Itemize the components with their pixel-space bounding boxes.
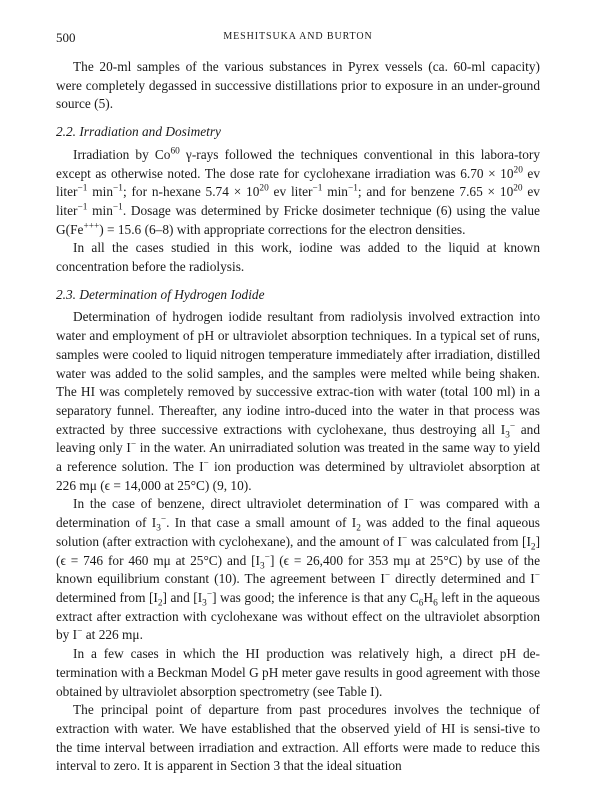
section-number: 2.2. bbox=[56, 124, 77, 140]
section-heading-2-2 bbox=[56, 123, 540, 142]
irradiation-paragraph: Irradiation by Co$^{60}$ γ-rays followed the techniques conventional in this labora-tory except as otherwise noted. The dose rate for cyclohexane irradiation was $6.70 \times 10^{20}$ ev liter$^{-1}$ $\min^{-1}$; for n-hexane $5.74 \times 10^{20}$ ev liter$^{-1}$ $\min^{-1}$; and for benzene $7.65 \times 10^{20}$ ev liter$^{-1}$ $\min^{-1}$. Dosage was determined by Fricke dosimeter technique (6) using the value G(Fe+++) = 15.6 (6–8) with appropriate corrections for the electron densities. bbox=[56, 146, 541, 237]
article-body bbox=[56, 58, 540, 776]
running-head: MESHITSUKA AND BURTON bbox=[223, 31, 373, 42]
intro-paragraph: The 20-ml samples of the various substances in Pyrex vessels (ca. 60-ml capacity) were completely degassed in successive distillations prior to exposure in an under-ground source (5). bbox=[56, 59, 540, 112]
determination-paragraph: Determination of hydrogen iodide resultant from radiolysis involved extraction into water and employment of pH or ultraviolet absorption techniques. In a typical set of runs, samples were cooled to liquid nitrogen temperature immediately after irradiation, distilled water was added to the solid samples, and the samples were melted while being shaken. The HI was completely removed by successive extrac-tion with water (total 100 ml) in a separatory funnel. Thereafter, any iodine intro-duced into the water in that process was extracted by three successive extractions with cyclohexane, thus destroying all $I_3^-$ and leaving only I− in the water. An unirradiated solution was treated in the same way to yield a reference solution. The I− ion production was determined by ultraviolet absorption at 226 mμ (ϵ = 14,000 at 25°C) (9, 10). bbox=[56, 309, 540, 493]
section-title: Irradiation and Dosimetry bbox=[79, 124, 221, 140]
page-number: 500 bbox=[56, 30, 76, 45]
section-number: 2.3. bbox=[56, 286, 77, 302]
page-header bbox=[56, 30, 540, 48]
extraction-paragraph: The principal point of departure from past procedures involves the technique of extraction with water. We have established that the observed yield of HI is sensi-tive to the time interval between irradiation and extraction. All efforts were made to reduce this interval to zero. It is apparent in Section 3 that the ideal situation bbox=[56, 702, 540, 774]
benzene-paragraph: In the case of benzene, direct ultraviolet determination of I− was compared with a determination of $I_3^-$. In that case a small amount of $I_2$ was added to the final aqueous solution (after extraction with cyclohexane), and the amount of I− was calculated from $[I_2] (\epsilon = 746$ for 460 mμ at 25°C) and $[I_3^-] (\epsilon = 26,400$ for 353 mμ at 25°C) by use of the known equilibrium constant (10). The agreement between I− directly determined and I− determined from $[I_2]$ and $[I_3^-]$ was good; the inference is that any $C_6H_6$ left in the aqueous extract after extraction with cyclohexane was without effect on the ultraviolet absorption by I− at 226 mμ. bbox=[56, 496, 541, 643]
section-heading-2-3 bbox=[56, 286, 540, 305]
section-title: Determination of Hydrogen Iodide bbox=[79, 286, 265, 302]
ph-paragraph: In a few cases in which the HI production was relatively high, a direct pH de-termination with a Beckman Model G pH meter gave results in good agreement with those obtained by ultraviolet absorption spectrometry (see Table I). bbox=[56, 646, 540, 699]
iodine-paragraph: In all the cases studied in this work, iodine was added to the liquid at known concentration before the radiolysis. bbox=[56, 240, 540, 275]
